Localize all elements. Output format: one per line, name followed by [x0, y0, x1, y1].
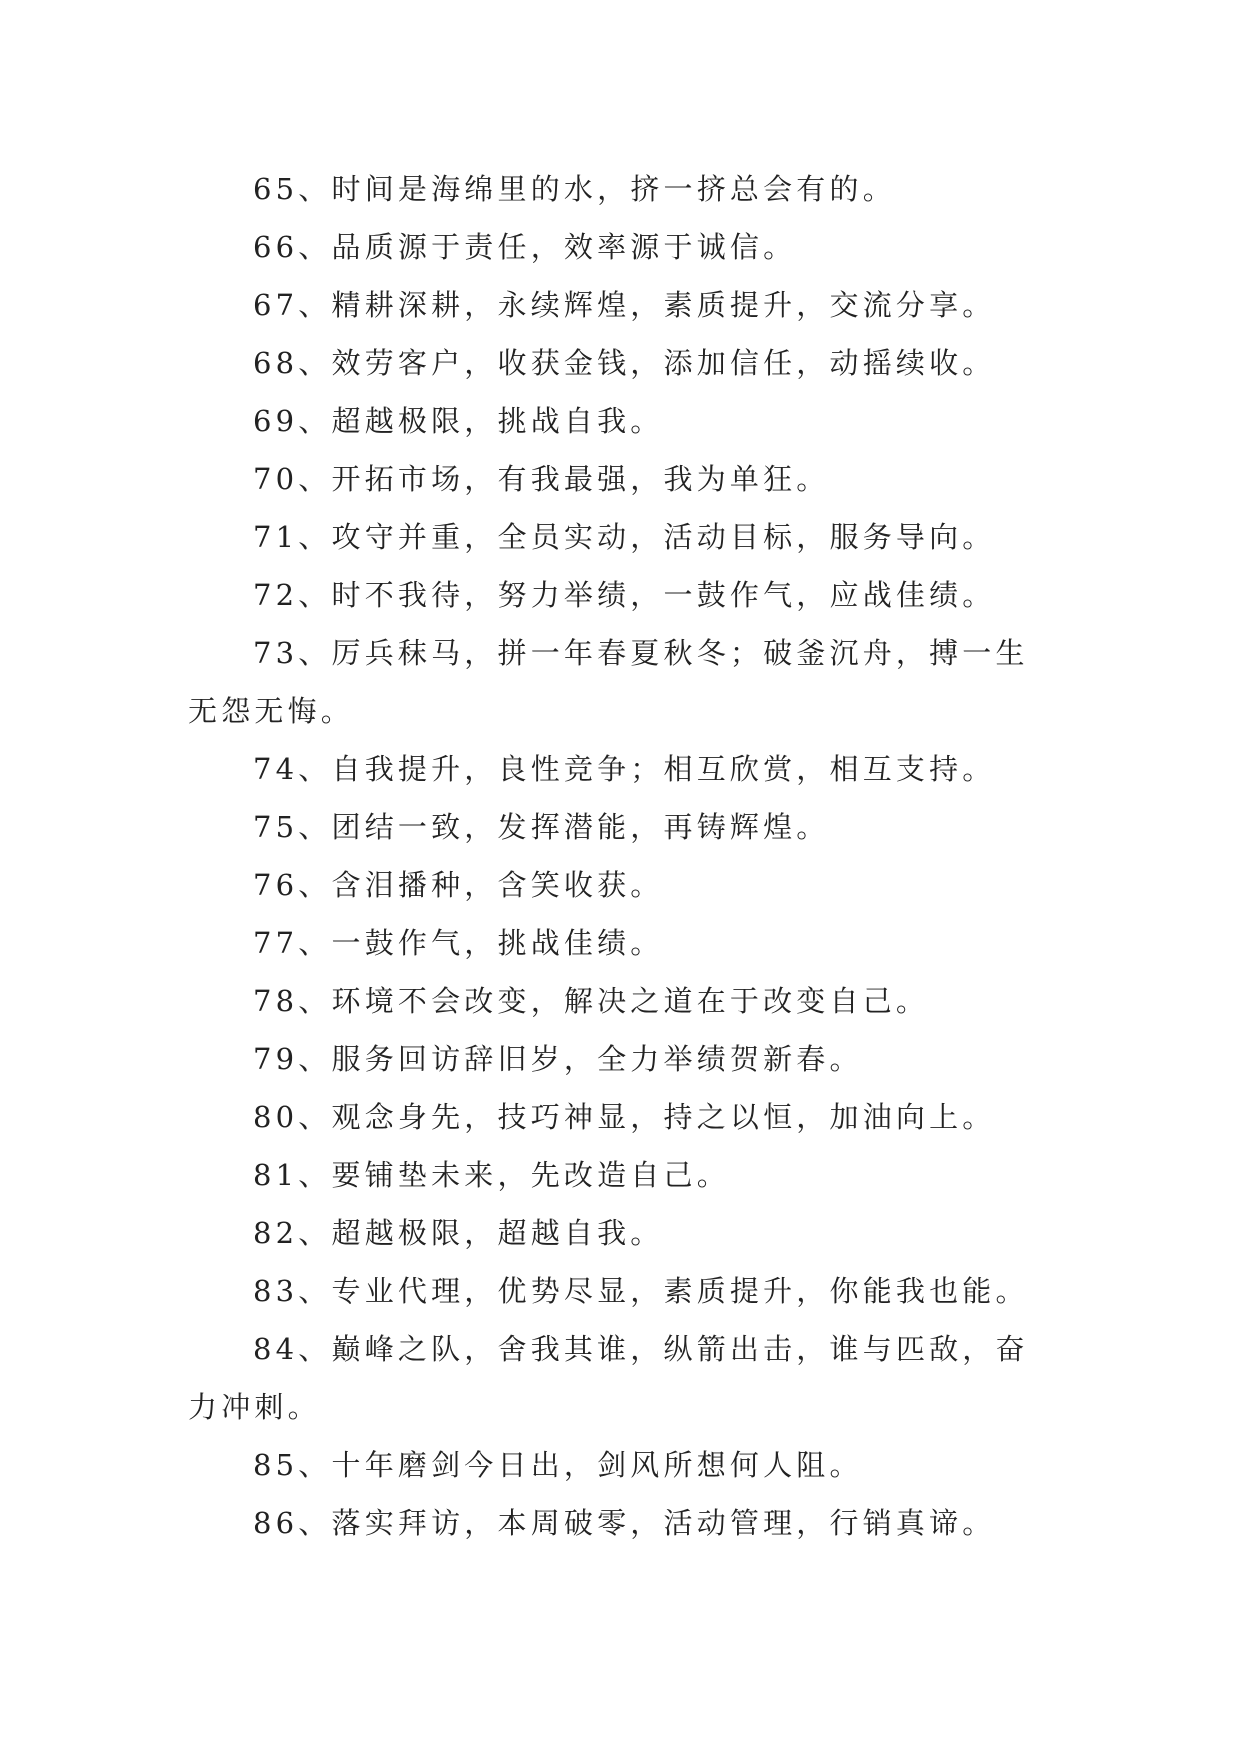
list-item-69: 69、超越极限，挑战自我。: [253, 404, 664, 438]
list-item-83: 83、专业代理，优势尽显，素质提升，你能我也能。: [253, 1274, 1029, 1308]
list-item-73: 73、厉兵秣马，拼一年春夏秋冬；破釜沉舟，搏一生无怨无悔。: [188, 636, 1029, 728]
list-item-74: 74、自我提升，良性竞争；相互欣赏，相互支持。: [253, 752, 996, 786]
list-item-78: 78、环境不会改变，解决之道在于改变自己。: [253, 984, 930, 1018]
list-item-80: 80、观念身先，技巧神显，持之以恒，加油向上。: [253, 1100, 996, 1134]
list-item-70: 70、开拓市场，有我最强，我为单狂。: [253, 462, 830, 496]
list-item-72: 72、时不我待，努力举绩，一鼓作气，应战佳绩。: [253, 578, 996, 612]
list-item-84: 84、巅峰之队，舍我其谁，纵箭出击，谁与匹敌，奋力冲刺。: [188, 1332, 1029, 1424]
list-item-85: 85、十年磨剑今日出，剑风所想何人阻。: [253, 1448, 863, 1482]
list-item-67: 67、精耕深耕，永续辉煌，素质提升，交流分享。: [253, 288, 996, 322]
list-item-77: 77、一鼓作气，挑战佳绩。: [253, 926, 664, 960]
list-item-71: 71、攻守并重，全员实动，活动目标，服务导向。: [253, 520, 996, 554]
list-item-86: 86、落实拜访，本周破零，活动管理，行销真谛。: [253, 1506, 996, 1540]
list-item-66: 66、品质源于责任，效率源于诚信。: [253, 230, 797, 264]
document-body: [188, 160, 1058, 1552]
list-item-65: 65、时间是海绵里的水，挤一挤总会有的。: [253, 172, 896, 206]
list-item-82: 82、超越极限，超越自我。: [253, 1216, 664, 1250]
list-item-75: 75、团结一致，发挥潜能，再铸辉煌。: [253, 810, 830, 844]
list-item-79: 79、服务回访辞旧岁，全力举绩贺新春。: [253, 1042, 863, 1076]
list-item-68: 68、效劳客户，收获金钱，添加信任，动摇续收。: [253, 346, 996, 380]
list-item-76: 76、含泪播种，含笑收获。: [253, 868, 664, 902]
list-item-81: 81、要铺垫未来，先改造自己。: [253, 1158, 730, 1192]
